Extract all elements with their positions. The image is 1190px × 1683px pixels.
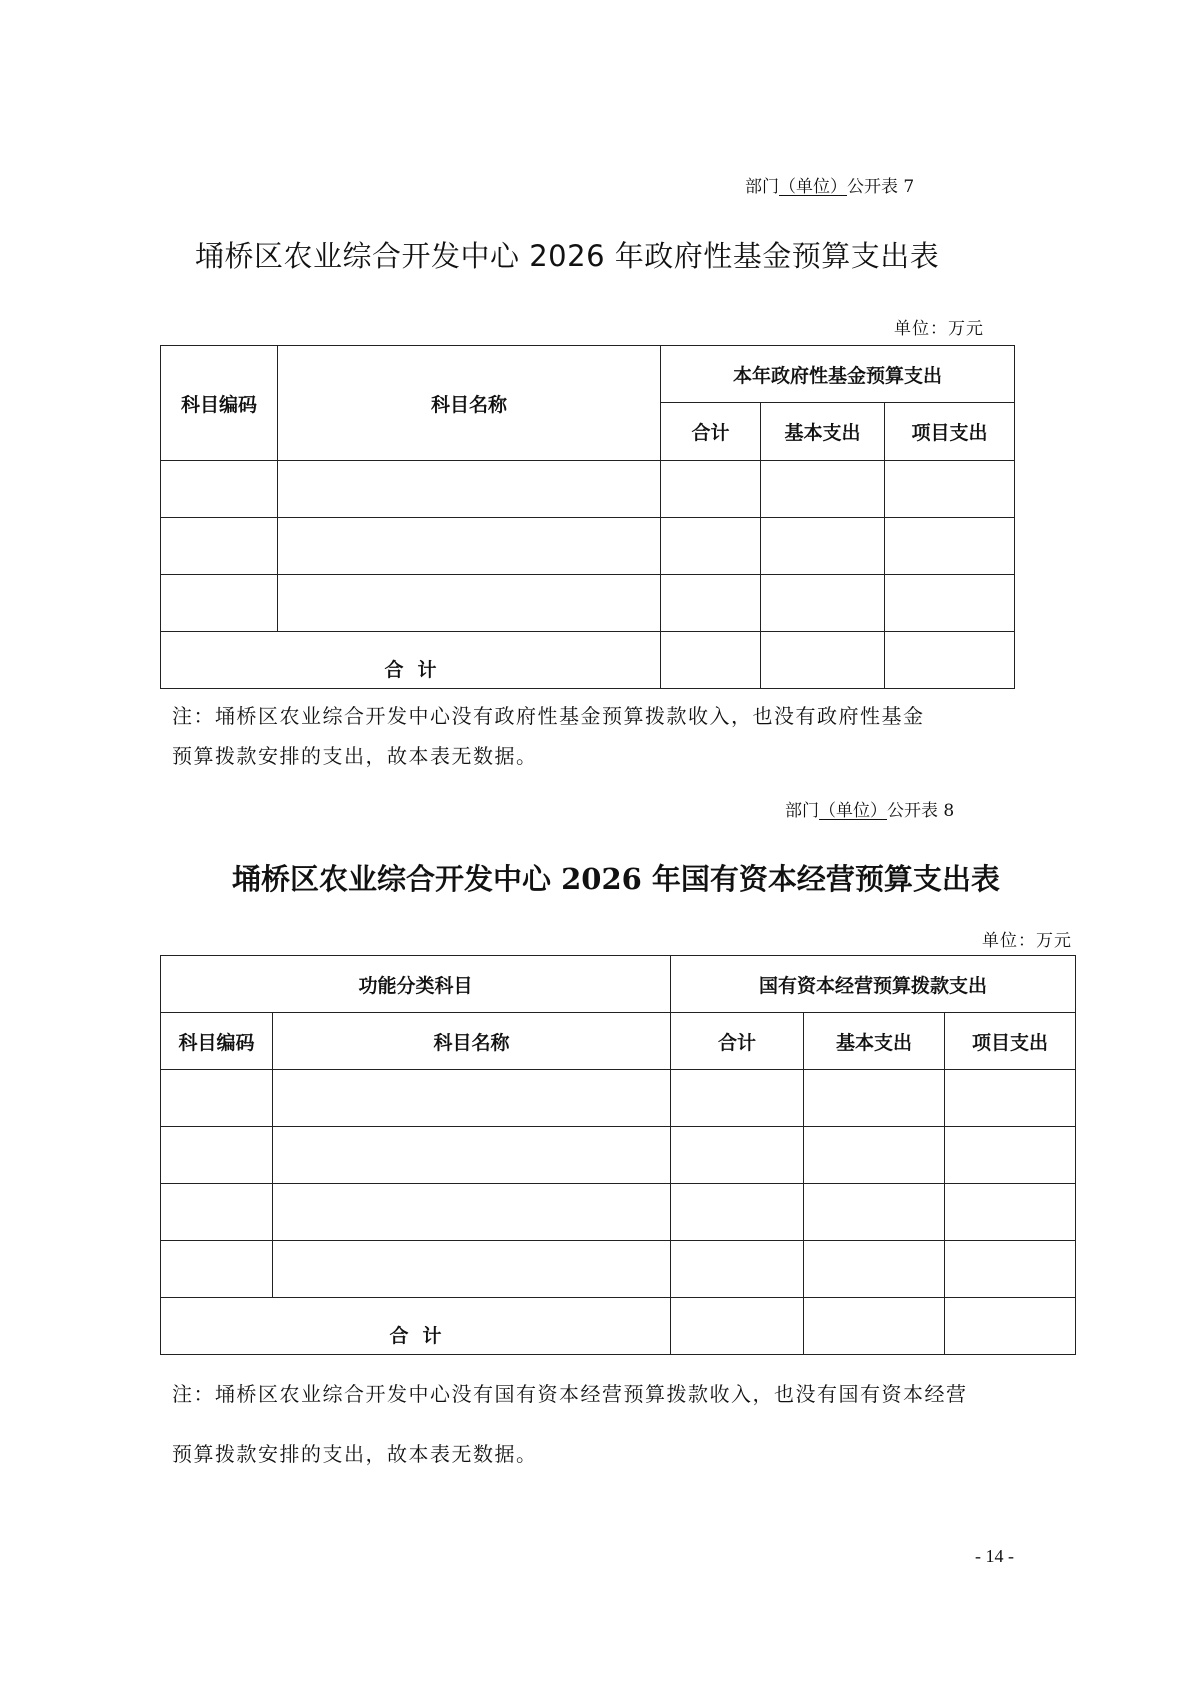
header-total: 合计 [661, 403, 761, 461]
cell-total [671, 1127, 804, 1184]
header-project: 项目支出 [885, 403, 1015, 461]
footer-total [671, 1298, 804, 1355]
tag-prefix: 部门 [785, 801, 819, 821]
table-row [161, 1184, 1076, 1241]
header-expense-group: 国有资本经营预算拨款支出 [671, 956, 1076, 1013]
footer-project [885, 632, 1015, 689]
cell-total [661, 461, 761, 518]
tag-prefix: 部门 [745, 177, 779, 197]
cell-project [945, 1241, 1076, 1298]
table-row [161, 1241, 1076, 1298]
header-basic: 基本支出 [804, 1013, 945, 1070]
cell-total [661, 575, 761, 632]
table-footer-row [161, 632, 1015, 689]
cell-basic [761, 461, 885, 518]
cell-total [671, 1070, 804, 1127]
page-title-fund: 埇桥区农业综合开发中心 2026 年政府性基金预算支出表 [195, 239, 940, 273]
table-tag-7 [745, 172, 914, 197]
table-row [161, 461, 1015, 518]
cell-basic [761, 518, 885, 575]
cell-project [945, 1127, 1076, 1184]
cell-name [278, 575, 661, 632]
note-line-2: 预算拨款安排的支出，故本表无数据。 [172, 744, 538, 768]
cell-total [661, 518, 761, 575]
header-group: 本年政府性基金预算支出 [661, 346, 1015, 403]
cell-basic [804, 1070, 945, 1127]
footer-total-label: 合计 [384, 659, 451, 681]
cell-project [945, 1070, 1076, 1127]
cell-basic [804, 1241, 945, 1298]
footer-total [661, 632, 761, 689]
note-line-1: 注：埇桥区农业综合开发中心没有政府性基金预算拨款收入，也没有政府性基金 [172, 704, 925, 728]
footer-basic [804, 1298, 945, 1355]
header-function-group: 功能分类科目 [161, 956, 671, 1013]
cell-code [161, 1070, 273, 1127]
header-basic: 基本支出 [761, 403, 885, 461]
page-number: - 14 - [975, 1546, 1014, 1566]
header-total: 合计 [671, 1013, 804, 1070]
cell-total [671, 1184, 804, 1241]
table-row [161, 1127, 1076, 1184]
table-row [161, 518, 1015, 575]
cell-project [945, 1184, 1076, 1241]
table-tag-8 [785, 796, 954, 821]
tag-suffix: 公开表 8 [887, 801, 955, 821]
unit-label: 单位：万元 [982, 931, 1072, 951]
cell-basic [804, 1184, 945, 1241]
cell-basic [804, 1127, 945, 1184]
table-row [161, 1070, 1076, 1127]
cell-total [671, 1241, 804, 1298]
tag-suffix: 公开表 7 [847, 177, 915, 197]
unit-label: 单位：万元 [894, 319, 984, 339]
cell-name [278, 518, 661, 575]
cell-project [885, 461, 1015, 518]
footer-basic [761, 632, 885, 689]
state-capital-budget-table [160, 955, 1076, 1355]
header-code: 科目编码 [161, 346, 278, 461]
cell-code [161, 1241, 273, 1298]
cell-name [273, 1241, 671, 1298]
fund-budget-table [160, 345, 1015, 689]
note-line-1: 注：埇桥区农业综合开发中心没有国有资本经营预算拨款收入，也没有国有资本经营 [172, 1382, 968, 1406]
tag-underlined: （单位） [779, 177, 847, 197]
header-name: 科目名称 [278, 346, 661, 461]
cell-code [161, 1127, 273, 1184]
footer-total-label: 合计 [389, 1325, 456, 1347]
cell-name [273, 1070, 671, 1127]
cell-project [885, 518, 1015, 575]
note-line-2: 预算拨款安排的支出，故本表无数据。 [172, 1442, 538, 1466]
header-name: 科目名称 [273, 1013, 671, 1070]
cell-code [161, 1184, 273, 1241]
header-project: 项目支出 [945, 1013, 1076, 1070]
page-title-state-capital: 埇桥区农业综合开发中心 2026 年国有资本经营预算支出表 [232, 862, 1000, 896]
cell-basic [761, 575, 885, 632]
cell-code [161, 575, 278, 632]
tag-underlined: （单位） [819, 801, 887, 821]
header-code: 科目编码 [161, 1013, 273, 1070]
cell-name [278, 461, 661, 518]
cell-name [273, 1127, 671, 1184]
footer-project [945, 1298, 1076, 1355]
table-row [161, 575, 1015, 632]
cell-code [161, 461, 278, 518]
cell-project [885, 575, 1015, 632]
table-footer-row [161, 1298, 1076, 1355]
cell-name [273, 1184, 671, 1241]
cell-code [161, 518, 278, 575]
